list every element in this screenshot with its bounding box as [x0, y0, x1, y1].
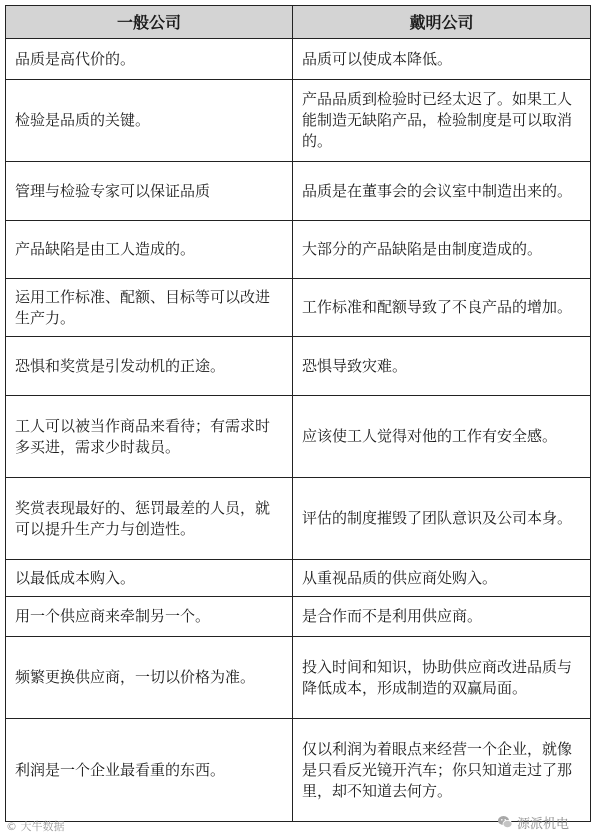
watermark-right-label: 源派机电 — [517, 816, 570, 832]
cell-deming: 从重视品质的供应商处购入。 — [293, 560, 591, 597]
table-row — [6, 597, 591, 637]
cell-general: 工人可以被当作商品来看待；有需求时多买进，需求少时裁员。 — [6, 396, 293, 478]
table-row — [6, 80, 591, 162]
cell-deming: 恐惧导致灾难。 — [293, 337, 591, 396]
header-deming-company: 戴明公司 — [293, 6, 591, 39]
cell-deming: 大部分的产品缺陷是由制度造成的。 — [293, 221, 591, 279]
cell-general: 利润是一个企业最看重的东西。 — [6, 719, 293, 822]
comparison-table — [5, 5, 591, 822]
table-row — [6, 637, 591, 719]
cell-general: 恐惧和奖赏是引发动机的正途。 — [6, 337, 293, 396]
cell-deming: 投入时间和知识，协助供应商改进品质与降低成本，形成制造的双赢局面。 — [293, 637, 591, 719]
watermark-left: © 大牛数据 — [6, 820, 65, 833]
cell-general: 检验是品质的关键。 — [6, 80, 293, 162]
header-row — [6, 6, 591, 39]
table-row — [6, 478, 591, 560]
cell-deming: 产品品质到检验时已经太迟了。如果工人能制造无缺陷产品，检验制度是可以取消的。 — [293, 80, 591, 162]
table-row — [6, 221, 591, 279]
table-row — [6, 560, 591, 597]
cell-deming: 品质可以使成本降低。 — [293, 39, 591, 80]
cell-deming: 评估的制度摧毁了团队意识及公司本身。 — [293, 478, 591, 560]
cell-general: 品质是高代价的。 — [6, 39, 293, 80]
table-row — [6, 396, 591, 478]
cell-deming: 应该使工人觉得对他的工作有安全感。 — [293, 396, 591, 478]
table-row — [6, 337, 591, 396]
cell-deming: 仅以利润为着眼点来经营一个企业，就像是只看反光镜开汽车；你只知道走过了那里，却不知道去何方。 — [293, 719, 591, 822]
cell-general: 管理与检验专家可以保证品质 — [6, 162, 293, 221]
table-row — [6, 719, 591, 822]
wechat-icon — [497, 814, 513, 830]
cell-deming: 是合作而不是利用供应商。 — [293, 597, 591, 637]
cell-general: 产品缺陷是由工人造成的。 — [6, 221, 293, 279]
cell-general: 用一个供应商来牵制另一个。 — [6, 597, 293, 637]
watermark-right — [497, 812, 569, 832]
cell-deming: 品质是在董事会的会议室中制造出来的。 — [293, 162, 591, 221]
cell-general: 运用工作标准、配额、目标等可以改进生产力。 — [6, 279, 293, 337]
cell-general: 奖赏表现最好的、惩罚最差的人员，就可以提升生产力与创造性。 — [6, 478, 293, 560]
cell-deming: 工作标准和配额导致了不良产品的增加。 — [293, 279, 591, 337]
table-row — [6, 279, 591, 337]
table-row — [6, 162, 591, 221]
table-row — [6, 39, 591, 80]
cell-general: 以最低成本购入。 — [6, 560, 293, 597]
cell-general: 频繁更换供应商，一切以价格为准。 — [6, 637, 293, 719]
header-general-company: 一般公司 — [6, 6, 293, 39]
